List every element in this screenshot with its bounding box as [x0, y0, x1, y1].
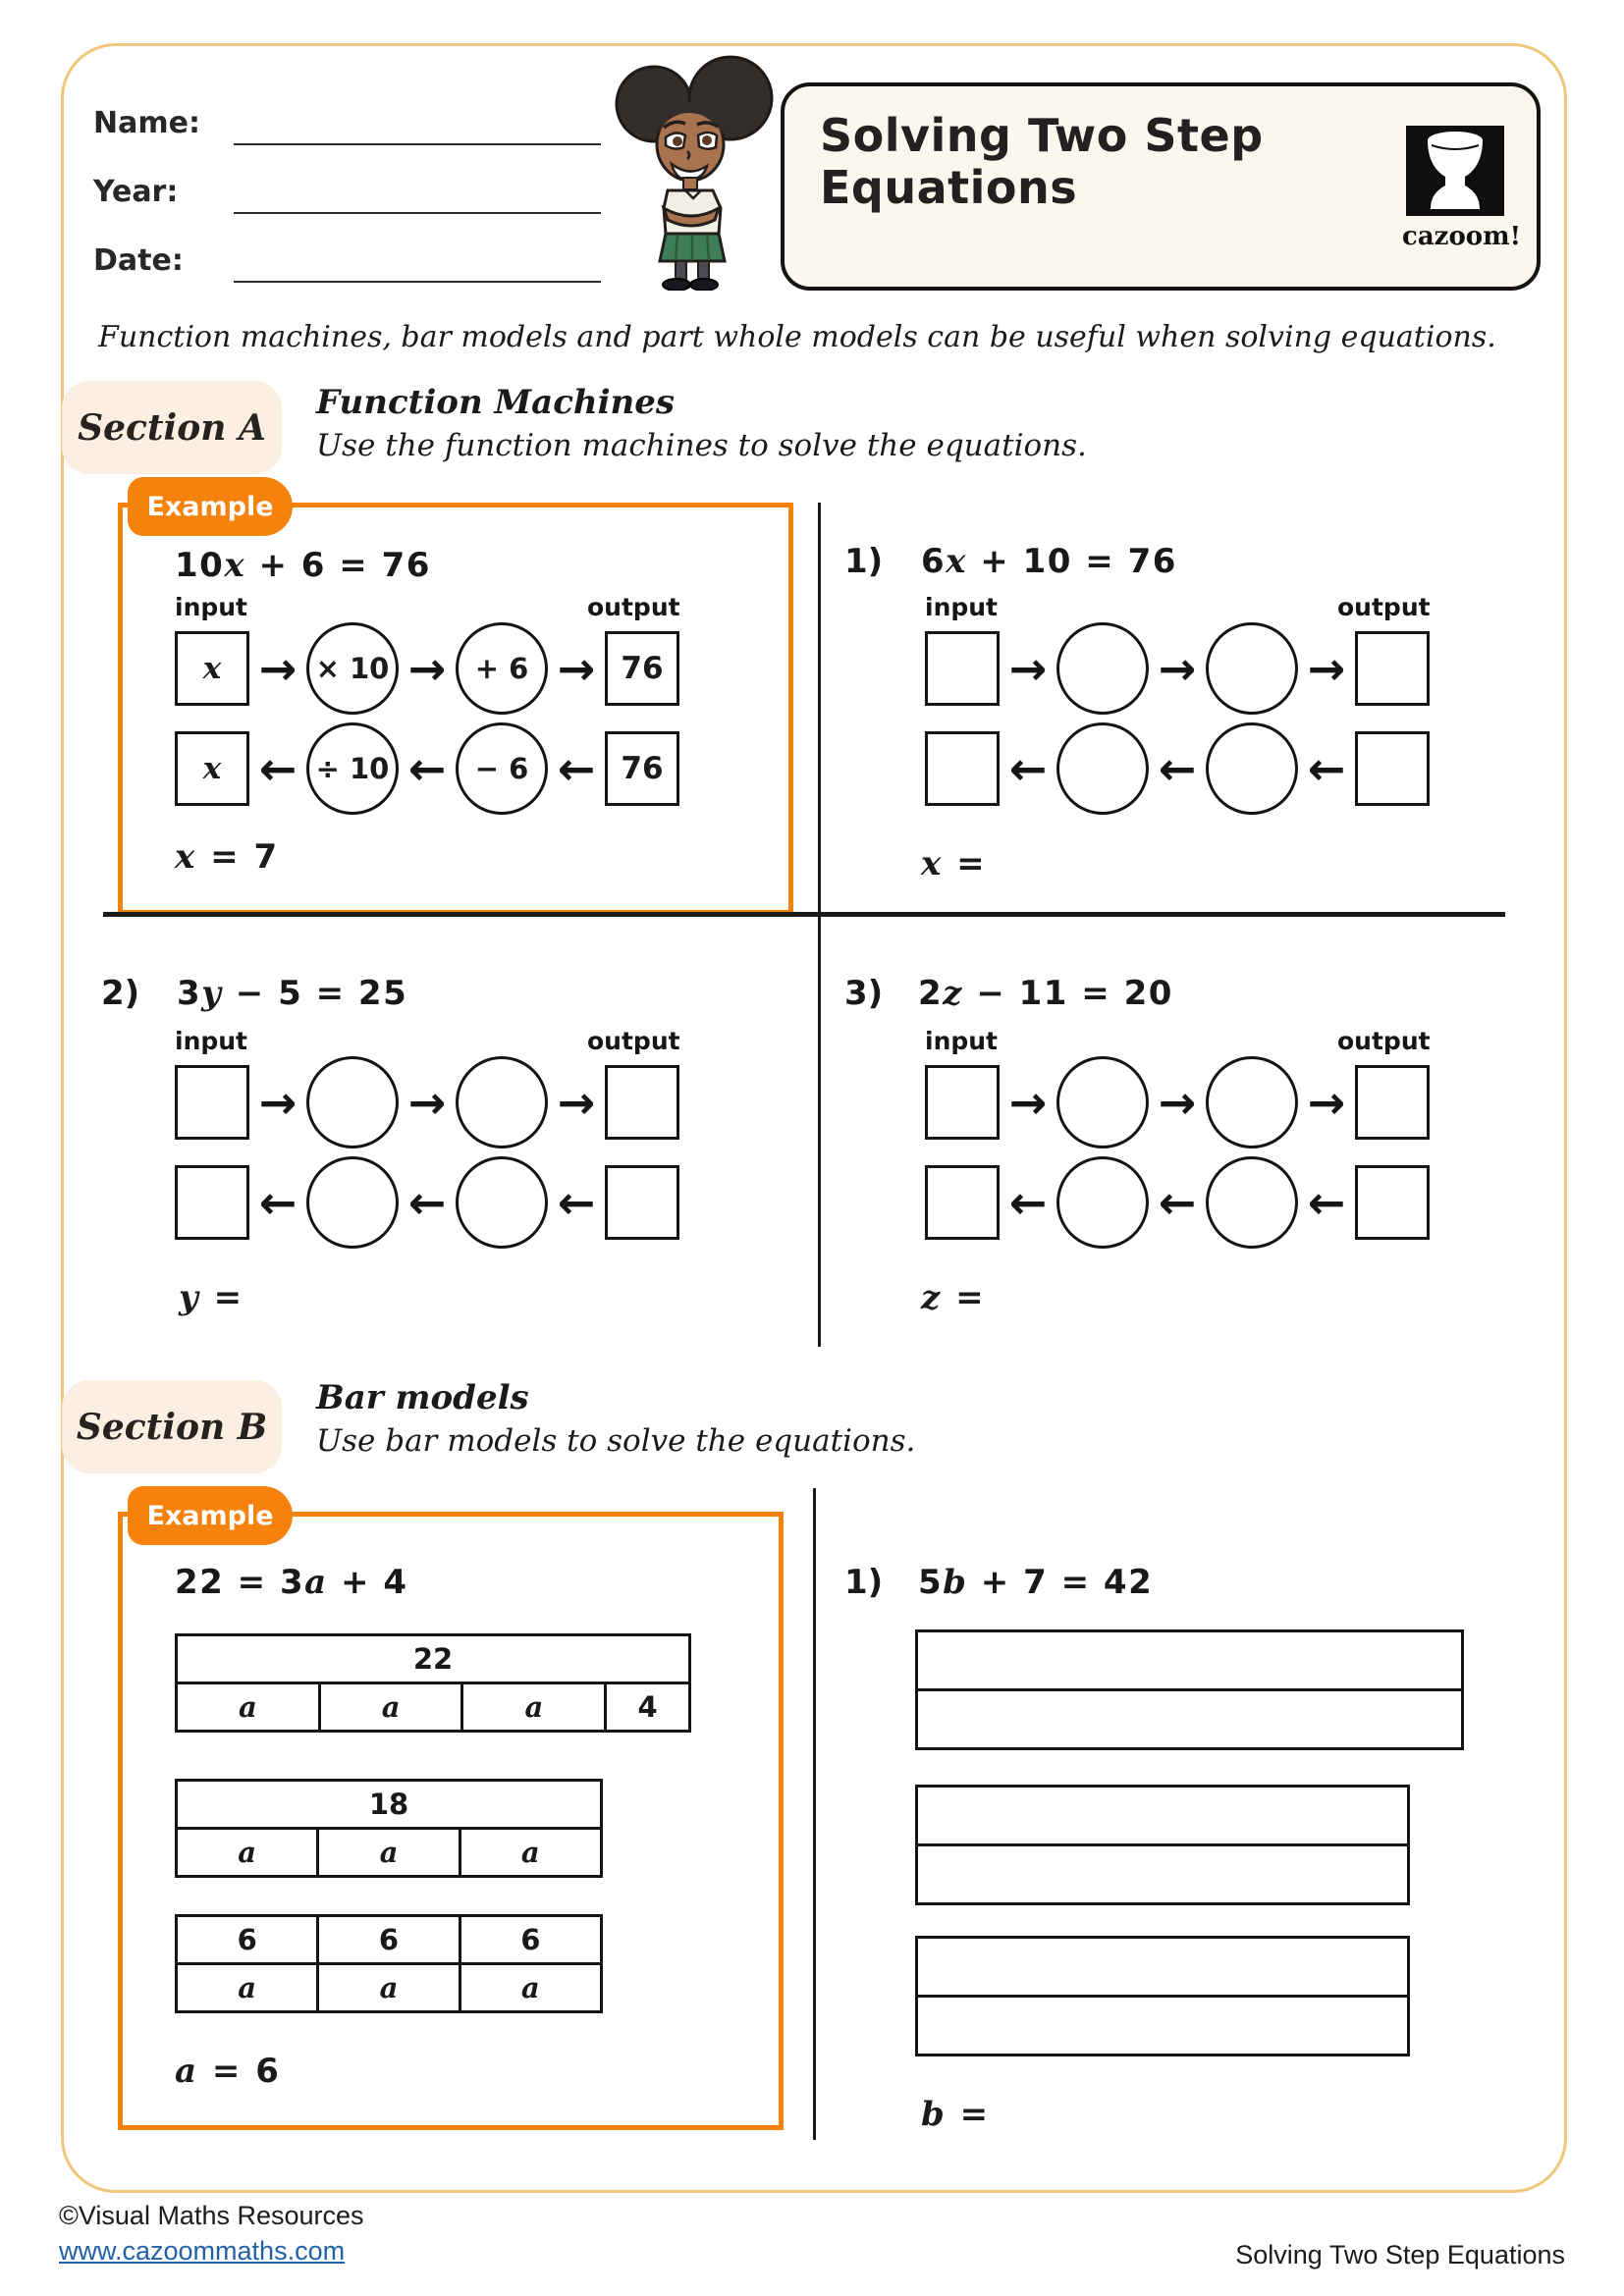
arrow-right-icon: →: [258, 1076, 298, 1129]
arrow-left-icon: ←: [407, 742, 447, 795]
row-divider: [103, 912, 1505, 917]
bar-part-cell: a: [316, 1830, 458, 1875]
problem-1-number: 1): [844, 542, 884, 581]
bar-model-total-22: [175, 1633, 691, 1733]
output-box-empty[interactable]: [605, 1065, 679, 1140]
arrow-right-icon: →: [1008, 642, 1048, 695]
bar-part-cell: 6: [237, 1923, 257, 1956]
arrow-left-icon: ←: [557, 742, 596, 795]
bar-row-empty[interactable]: [918, 1995, 1407, 2054]
bar-part-cell: a: [238, 1836, 257, 1869]
title-line-1: Solving Two Step: [820, 109, 1264, 162]
section-b-heading: Bar models: [316, 1378, 529, 1417]
name-input-line[interactable]: [234, 108, 601, 145]
operation-circle: × 10: [306, 622, 399, 715]
output-box-empty[interactable]: [605, 1165, 679, 1240]
year-input-line[interactable]: [234, 177, 601, 214]
function-machine-problem-1: [925, 593, 1431, 813]
arrow-right-icon: →: [258, 642, 298, 695]
input-label: input: [925, 593, 999, 621]
operation-circle-empty[interactable]: [1206, 722, 1298, 815]
title-line-2: Equations: [820, 161, 1078, 215]
output-label: output: [1337, 593, 1431, 621]
bar-row-empty[interactable]: [918, 1788, 1407, 1843]
date-input-line[interactable]: [234, 245, 601, 283]
operation-circle: ÷ 10: [306, 722, 399, 815]
input-box-empty[interactable]: [925, 1065, 1000, 1140]
arrow-left-icon: ←: [1307, 742, 1346, 795]
arrow-left-icon: ←: [407, 1176, 447, 1229]
input-label: input: [925, 1027, 999, 1055]
output-label: output: [1337, 1027, 1431, 1055]
input-box-empty[interactable]: [925, 731, 1000, 806]
bar-part-cell: a: [238, 1690, 257, 1724]
example-a-equation: 10x + 6 = 76: [175, 546, 431, 585]
machine-backward-row: [925, 724, 1416, 813]
bar-model-solution: [175, 1914, 603, 2013]
output-box-empty[interactable]: [1355, 631, 1430, 706]
operation-circle-empty[interactable]: [1056, 722, 1149, 815]
example-b-equation: 22 = 3a + 4: [175, 1563, 408, 1602]
column-divider: [818, 503, 821, 1347]
problem-3-equation: 2z − 11 = 20: [918, 974, 1173, 1013]
problem-3-number: 3): [844, 974, 884, 1013]
empty-bar-model-2[interactable]: [915, 1785, 1410, 1905]
bar-row-empty[interactable]: [918, 1939, 1407, 1995]
column-divider: [813, 1488, 816, 2140]
section-b-subheading: Use bar models to solve the equations.: [316, 1423, 916, 1459]
problem-2-number: 2): [101, 974, 140, 1013]
bar-part-cell: a: [459, 1830, 600, 1875]
date-label: Date:: [93, 243, 184, 278]
bar-part-cell: a: [459, 1965, 600, 2010]
machine-backward-row: [175, 1158, 666, 1247]
bar-part-cell: 6: [316, 1917, 458, 1962]
arrow-left-icon: ←: [258, 1176, 298, 1229]
function-machine-problem-2: [175, 1027, 680, 1247]
input-box-empty[interactable]: [175, 1165, 249, 1240]
problem-b1-answer[interactable]: b =: [921, 2095, 991, 2134]
section-a-badge: Section A: [62, 381, 282, 474]
problem-1-answer[interactable]: x =: [921, 844, 987, 883]
function-machine-example: [175, 593, 680, 813]
machine-forward-row: [175, 624, 666, 713]
empty-bar-model-1[interactable]: [915, 1629, 1464, 1750]
bar-parts-row: [178, 1962, 600, 2010]
arrow-left-icon: ←: [1307, 1176, 1346, 1229]
footer-website-link[interactable]: www.cazoommaths.com: [59, 2236, 346, 2266]
section-a-subheading: Use the function machines to solve the equations.: [316, 428, 1087, 463]
bar-parts-row: [178, 1917, 600, 1962]
machine-forward-row: [925, 1058, 1416, 1147]
bar-part-cell: 6: [459, 1917, 600, 1962]
bar-total-cell: 18: [368, 1788, 409, 1821]
example-b-answer: a = 6: [175, 2052, 281, 2091]
bar-row-empty[interactable]: [918, 1688, 1461, 1747]
problem-2-answer[interactable]: y =: [179, 1278, 244, 1317]
bar-total-row: [178, 1636, 688, 1682]
problem-3-answer[interactable]: z =: [921, 1278, 986, 1317]
operation-circle-empty[interactable]: [306, 1056, 399, 1148]
output-box: 76: [605, 731, 679, 806]
arrow-left-icon: ←: [557, 1176, 596, 1229]
output-box-empty[interactable]: [1355, 731, 1430, 806]
arrow-right-icon: →: [1158, 1076, 1197, 1129]
arrow-left-icon: ←: [1008, 742, 1048, 795]
arrow-right-icon: →: [557, 1076, 596, 1129]
section-a-heading: Function Machines: [316, 383, 676, 422]
arrow-left-icon: ←: [1158, 1176, 1197, 1229]
input-box: x: [175, 631, 249, 706]
name-label: Name:: [93, 106, 200, 140]
arrow-right-icon: →: [407, 642, 447, 695]
year-label: Year:: [93, 175, 179, 209]
student-character-illustration: [605, 53, 782, 291]
example-tab-b: Example: [128, 1486, 293, 1545]
problem-b1-equation: 5b + 7 = 42: [918, 1563, 1154, 1602]
operation-circle-empty[interactable]: [1206, 1156, 1298, 1249]
arrow-right-icon: →: [1158, 642, 1197, 695]
bar-parts-row: [178, 1827, 600, 1875]
arrow-right-icon: →: [557, 642, 596, 695]
example-tab-a: Example: [128, 477, 293, 536]
problem-1-equation: 6x + 10 = 76: [921, 542, 1177, 581]
bar-row-empty[interactable]: [918, 1843, 1407, 1902]
arrow-left-icon: ←: [1158, 742, 1197, 795]
output-label: output: [587, 1027, 680, 1055]
input-box: x: [175, 731, 249, 806]
operation-circle-empty[interactable]: [1056, 1056, 1149, 1148]
arrow-right-icon: →: [407, 1076, 447, 1129]
footer-worksheet-title: Solving Two Step Equations: [1235, 2240, 1565, 2269]
bar-model-total-18: [175, 1779, 603, 1878]
output-box-empty[interactable]: [1355, 1165, 1430, 1240]
output-box: 76: [605, 631, 679, 706]
bar-part-cell: a: [318, 1684, 461, 1730]
djembe-drum-icon: [1406, 126, 1504, 216]
operation-circle-empty[interactable]: [1206, 1056, 1298, 1148]
bar-row-empty[interactable]: [918, 1632, 1461, 1688]
machine-forward-row: [925, 624, 1416, 713]
intro-text: Function machines, bar models and part whole models can be useful when solving equations.: [98, 320, 1496, 354]
arrow-left-icon: ←: [258, 742, 298, 795]
machine-forward-row: [175, 1058, 666, 1147]
bar-part-cell: a: [460, 1684, 604, 1730]
machine-backward-row: [925, 1158, 1416, 1247]
footer-credit: ©Visual Maths Resources: [59, 2201, 364, 2230]
operation-circle-empty[interactable]: [1056, 622, 1149, 715]
cazoom-logo: [1402, 126, 1522, 251]
arrow-right-icon: →: [1307, 642, 1346, 695]
operation-circle-empty[interactable]: [306, 1156, 399, 1249]
arrow-right-icon: →: [1008, 1076, 1048, 1129]
output-label: output: [587, 593, 680, 621]
input-box-empty[interactable]: [925, 631, 1000, 706]
input-box-empty[interactable]: [925, 1165, 1000, 1240]
bar-parts-row: [178, 1682, 688, 1730]
bar-part-cell: 4: [604, 1684, 688, 1730]
operation-circle-empty[interactable]: [456, 1056, 548, 1148]
operation-circle: − 6: [456, 722, 548, 815]
operation-circle-empty[interactable]: [1056, 1156, 1149, 1249]
empty-bar-model-3[interactable]: [915, 1936, 1410, 2056]
problem-2-equation: 3y − 5 = 25: [177, 974, 408, 1013]
bar-part-cell: a: [316, 1965, 458, 2010]
worksheet-title: [820, 110, 1370, 215]
operation-circle-empty[interactable]: [1206, 622, 1298, 715]
output-box-empty[interactable]: [1355, 1065, 1430, 1140]
arrow-right-icon: →: [1307, 1076, 1346, 1129]
cazoom-logo-text: cazoom!: [1402, 222, 1522, 251]
machine-backward-row: [175, 724, 666, 813]
arrow-left-icon: ←: [1008, 1176, 1048, 1229]
bar-total-row: [178, 1782, 600, 1827]
problem-b1-number: 1): [844, 1563, 884, 1602]
function-machine-problem-3: [925, 1027, 1431, 1247]
example-a-answer: x = 7: [175, 837, 280, 877]
operation-circle: + 6: [456, 622, 548, 715]
input-box-empty[interactable]: [175, 1065, 249, 1140]
input-label: input: [175, 593, 248, 621]
operation-circle-empty[interactable]: [456, 1156, 548, 1249]
bar-part-cell: a: [238, 1971, 257, 2004]
section-b-badge: Section B: [62, 1380, 282, 1473]
bar-total-cell: 22: [412, 1642, 454, 1676]
input-label: input: [175, 1027, 248, 1055]
